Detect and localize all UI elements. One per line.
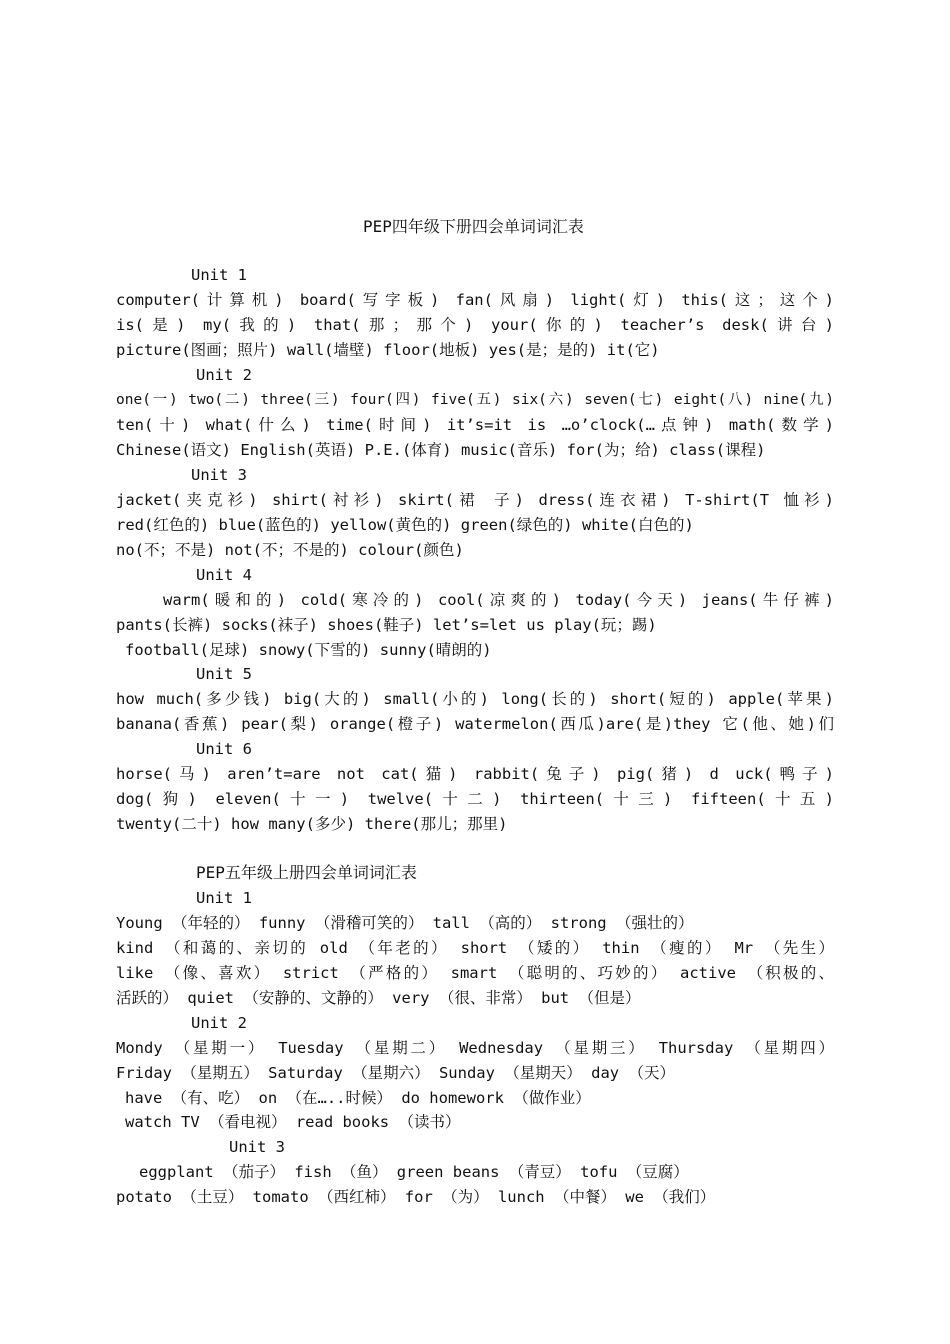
vocab-line: Mondy （星期一） Tuesday （星期二） Wednesday （星期三） Thursday （星期四） <box>116 1039 834 1057</box>
unit-heading: Unit 6 <box>196 740 252 758</box>
vocab-line: football(足球) snowy(下雪的) sunny(晴朗的) <box>125 641 492 659</box>
vocab-line: picture(图画；照片) wall(墙壁) floor(地板) yes(是；是的) it(它) <box>116 341 660 359</box>
vocab-line: banana(香蕉) pear(梨) orange(橙子) watermelon(西瓜)are(是)they 它(他、她)们 <box>116 715 834 733</box>
vocab-line: warm(暖和的) cold(寒冷的) cool(凉爽的) today(今天) jeans(牛仔裤) <box>163 591 834 609</box>
unit-heading: Unit 1 <box>191 266 247 284</box>
vocab-line: kind （和蔼的、亲切的 old （年老的） short （矮的） thin （瘦的） Mr （先生） <box>116 939 834 957</box>
unit-heading: Unit 3 <box>191 466 247 484</box>
vocab-line: horse(马) aren’t=are not cat(猫) rabbit(兔子) pig(猪) d uck(鸭子) <box>116 765 834 783</box>
unit-heading: Unit 2 <box>196 366 252 384</box>
vocab-line: Young （年轻的） funny （滑稽可笑的） tall （高的） strong （强壮的） <box>116 914 694 932</box>
vocab-line: 活跃的） quiet （安静的、文静的） very （很、非常） but （但是） <box>116 989 641 1007</box>
vocab-line: Chinese(语文) English(英语) P.E.(体育) music(音乐) for(为；给) class(课程) <box>116 441 766 459</box>
unit-heading: Unit 4 <box>196 566 252 584</box>
vocab-line: watch TV （看电视） read books （读书） <box>125 1113 461 1131</box>
vocab-line: ten(十) what(什么) time(时间) it’s=it is …o’clock(…点钟) math(数学) <box>116 416 834 434</box>
vocab-line: one(一) two(二) three(三) four(四) five(五) six(六) seven(七) eight(八) nine(九) <box>116 392 834 408</box>
unit-heading: Unit 2 <box>191 1014 247 1032</box>
vocab-line: Friday （星期五） Saturday （星期六） Sunday （星期天） day （天） <box>116 1064 675 1082</box>
vocab-line: dog(狗) eleven(十一) twelve(十二) thirteen(十三) fifteen(十五) <box>116 790 834 808</box>
vocab-line: potato （土豆） tomato （西红柿） for （为） lunch （中餐） we （我们） <box>116 1188 716 1206</box>
vocab-line: no(不；不是) not(不；不是的) colour(颜色) <box>116 541 464 559</box>
grade4-title: PEP四年级下册四会单词词汇表 <box>363 217 584 236</box>
unit-heading: Unit 1 <box>196 889 252 907</box>
unit-heading: Unit 3 <box>229 1138 285 1156</box>
vocab-line: have （有、吃） on （在…..时候） do homework （做作业） <box>125 1089 591 1107</box>
vocab-line: pants(长裤) socks(袜子) shoes(鞋子) let’s=let us play(玩；踢) <box>116 616 657 634</box>
vocab-line: how much(多少钱) big(大的) small(小的) long(长的) short(短的) apple(苹果) <box>116 690 834 708</box>
vocab-line: red(红色的) blue(蓝色的) yellow(黄色的) green(绿色的) white(白色的) <box>116 516 694 534</box>
unit-heading: Unit 5 <box>196 665 252 683</box>
vocab-line: jacket(夹克衫) shirt(衬衫) skirt(裙 子) dress(连衣裙) T-shirt(T 恤衫) <box>116 491 834 509</box>
vocab-line: is(是) my(我的) that(那；那个) your(你的) teacher’s desk(讲台) <box>116 316 834 334</box>
vocab-line: twenty(二十) how many(多少) there(那儿；那里) <box>116 815 508 833</box>
vocab-line: computer(计算机) board(写字板) fan(风扇) light(灯) this(这；这个) <box>116 291 834 309</box>
grade5-title: PEP五年级上册四会单词词汇表 <box>196 863 417 882</box>
vocab-line: like （像、喜欢） strict （严格的） smart （聪明的、巧妙的） active （积极的、 <box>116 964 834 982</box>
vocab-line: eggplant （茄子） fish （鱼） green beans （青豆） tofu （豆腐） <box>139 1163 689 1181</box>
